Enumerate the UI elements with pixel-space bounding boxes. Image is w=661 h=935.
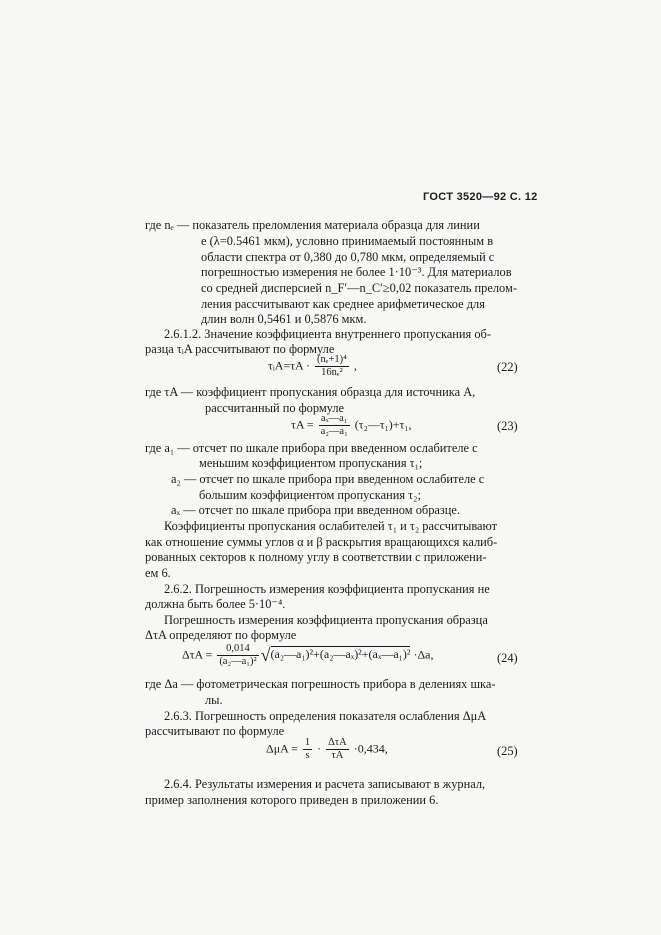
text-line: рованных секторов к полному углу в соответствии с приложени-: [145, 550, 487, 564]
text-line: где Δa — фотометрическая погрешность прибора в делениях шка-: [145, 677, 496, 691]
formula-23: [291, 413, 412, 438]
fraction: [315, 354, 349, 379]
text-line: как отношение суммы углов α и β раскрытия вращающихся калиб-: [145, 535, 498, 549]
equation-number: (22): [497, 360, 518, 374]
equation-number: (25): [497, 744, 518, 758]
formula-tail: ,: [353, 358, 357, 373]
text-line: пример заполнения которого приведен в приложении 6.: [145, 793, 439, 807]
fraction: [326, 737, 349, 762]
text-line: разца τᵢA рассчитывают по формуле: [145, 342, 335, 356]
fraction-denominator: 16nₑ²: [321, 367, 343, 378]
text-line: e (λ=0.5461 мкм), условно принимаемый постоянным в: [201, 234, 494, 248]
text-line: области спектра от 0,380 до 0,780 мкм, определяемый с: [201, 250, 495, 264]
text-line: 2.6.2. Погрешность измерения коэффициента пропускания не: [164, 582, 490, 596]
equation-number: (23): [497, 419, 518, 433]
formula-tail: (τ₂—τ₁)+τ₁,: [354, 417, 412, 432]
fraction: [303, 737, 312, 762]
fraction-numerator: aₓ—a₁: [319, 413, 350, 426]
text-line: 2.6.1.2. Значение коэффициента внутреннего пропускания об-: [164, 327, 491, 341]
text-line: со средней дисперсией n_F′—n_C′≥0,02 показатель прелом-: [201, 281, 517, 295]
fraction-denominator: τA: [331, 750, 344, 761]
formula-22: [268, 354, 357, 379]
fraction-numerator: (nₑ+1)⁴: [317, 354, 347, 365]
text-line: где τA — коэффициент пропускания образца для источника A,: [145, 385, 476, 399]
fraction: [319, 413, 350, 438]
text-line: a₂ — отсчет по шкале прибора при введенном ослабителе с: [171, 472, 485, 486]
text-line: 2.6.3. Погрешность определения показателя ослабления ΔμA: [164, 709, 487, 723]
multiply-sign: ·: [317, 741, 322, 756]
text-line: большим коэффициентом пропускания τ₂;: [199, 488, 421, 502]
text-line: погрешностью измерения не более 1·10⁻³. Для материалов: [201, 265, 512, 279]
text-line: рассчитанный по формуле: [205, 401, 345, 415]
text-line: лы.: [205, 693, 223, 707]
text-line: aₓ — отсчет по шкале прибора при введенном образце.: [171, 503, 461, 517]
text-line: должна быть более 5·10⁻⁴.: [145, 597, 286, 611]
text-line: 2.6.4. Результаты измерения и расчета записывают в журнал,: [164, 777, 486, 791]
fraction-numerator: 1: [304, 737, 311, 748]
fraction: [217, 643, 258, 668]
formula-24: [182, 643, 434, 668]
text-line: где a₁ — отсчет по шкале прибора при введенном ослабителе с: [145, 441, 478, 455]
formula-tail: ·0,434,: [353, 741, 388, 756]
text-line: ем 6.: [145, 566, 171, 580]
page-header: ГОСТ 3520—92 С. 12: [423, 191, 538, 203]
fraction-numerator: ΔτA: [328, 737, 347, 748]
text-line: длин волн 0,5461 и 0,5876 мкм.: [201, 312, 367, 326]
fraction-denominator: s: [305, 750, 310, 761]
formula-lhs: ΔμA =: [266, 741, 298, 756]
radical-sign: √: [260, 645, 271, 665]
formula-lhs: τᵢA=τA ·: [268, 358, 311, 373]
radicand: (a₂—a₁)²+(a₂—aₓ)²+(aₓ—a₁)²: [270, 647, 411, 662]
formula-lhs: ΔτA =: [182, 647, 213, 662]
text-line: Коэффициенты пропускания ослабителей τ₁ и τ₂ рассчитывают: [164, 519, 498, 533]
fraction-numerator: 0,014: [217, 643, 258, 656]
formula-tail: ·Δa,: [413, 647, 434, 662]
text-line: ления рассчитывают как среднее арифметическое для: [201, 297, 485, 311]
text-line: ΔτA определяют по формуле: [145, 628, 297, 642]
equation-number: (24): [497, 651, 518, 665]
text-line: меньшим коэффициентом пропускания τ₁;: [199, 456, 423, 470]
fraction-denominator: (a₂—a₁)²: [219, 656, 257, 667]
text-line: Погрешность измерения коэффициента пропускания образца: [164, 613, 488, 627]
text-line: рассчитывают по формуле: [145, 724, 285, 738]
text-line: где nₑ — показатель преломления материала образца для линии: [145, 218, 480, 232]
fraction-denominator: a₂—a₁: [320, 426, 348, 437]
formula-25: [266, 737, 388, 762]
formula-lhs: τA =: [291, 417, 314, 432]
